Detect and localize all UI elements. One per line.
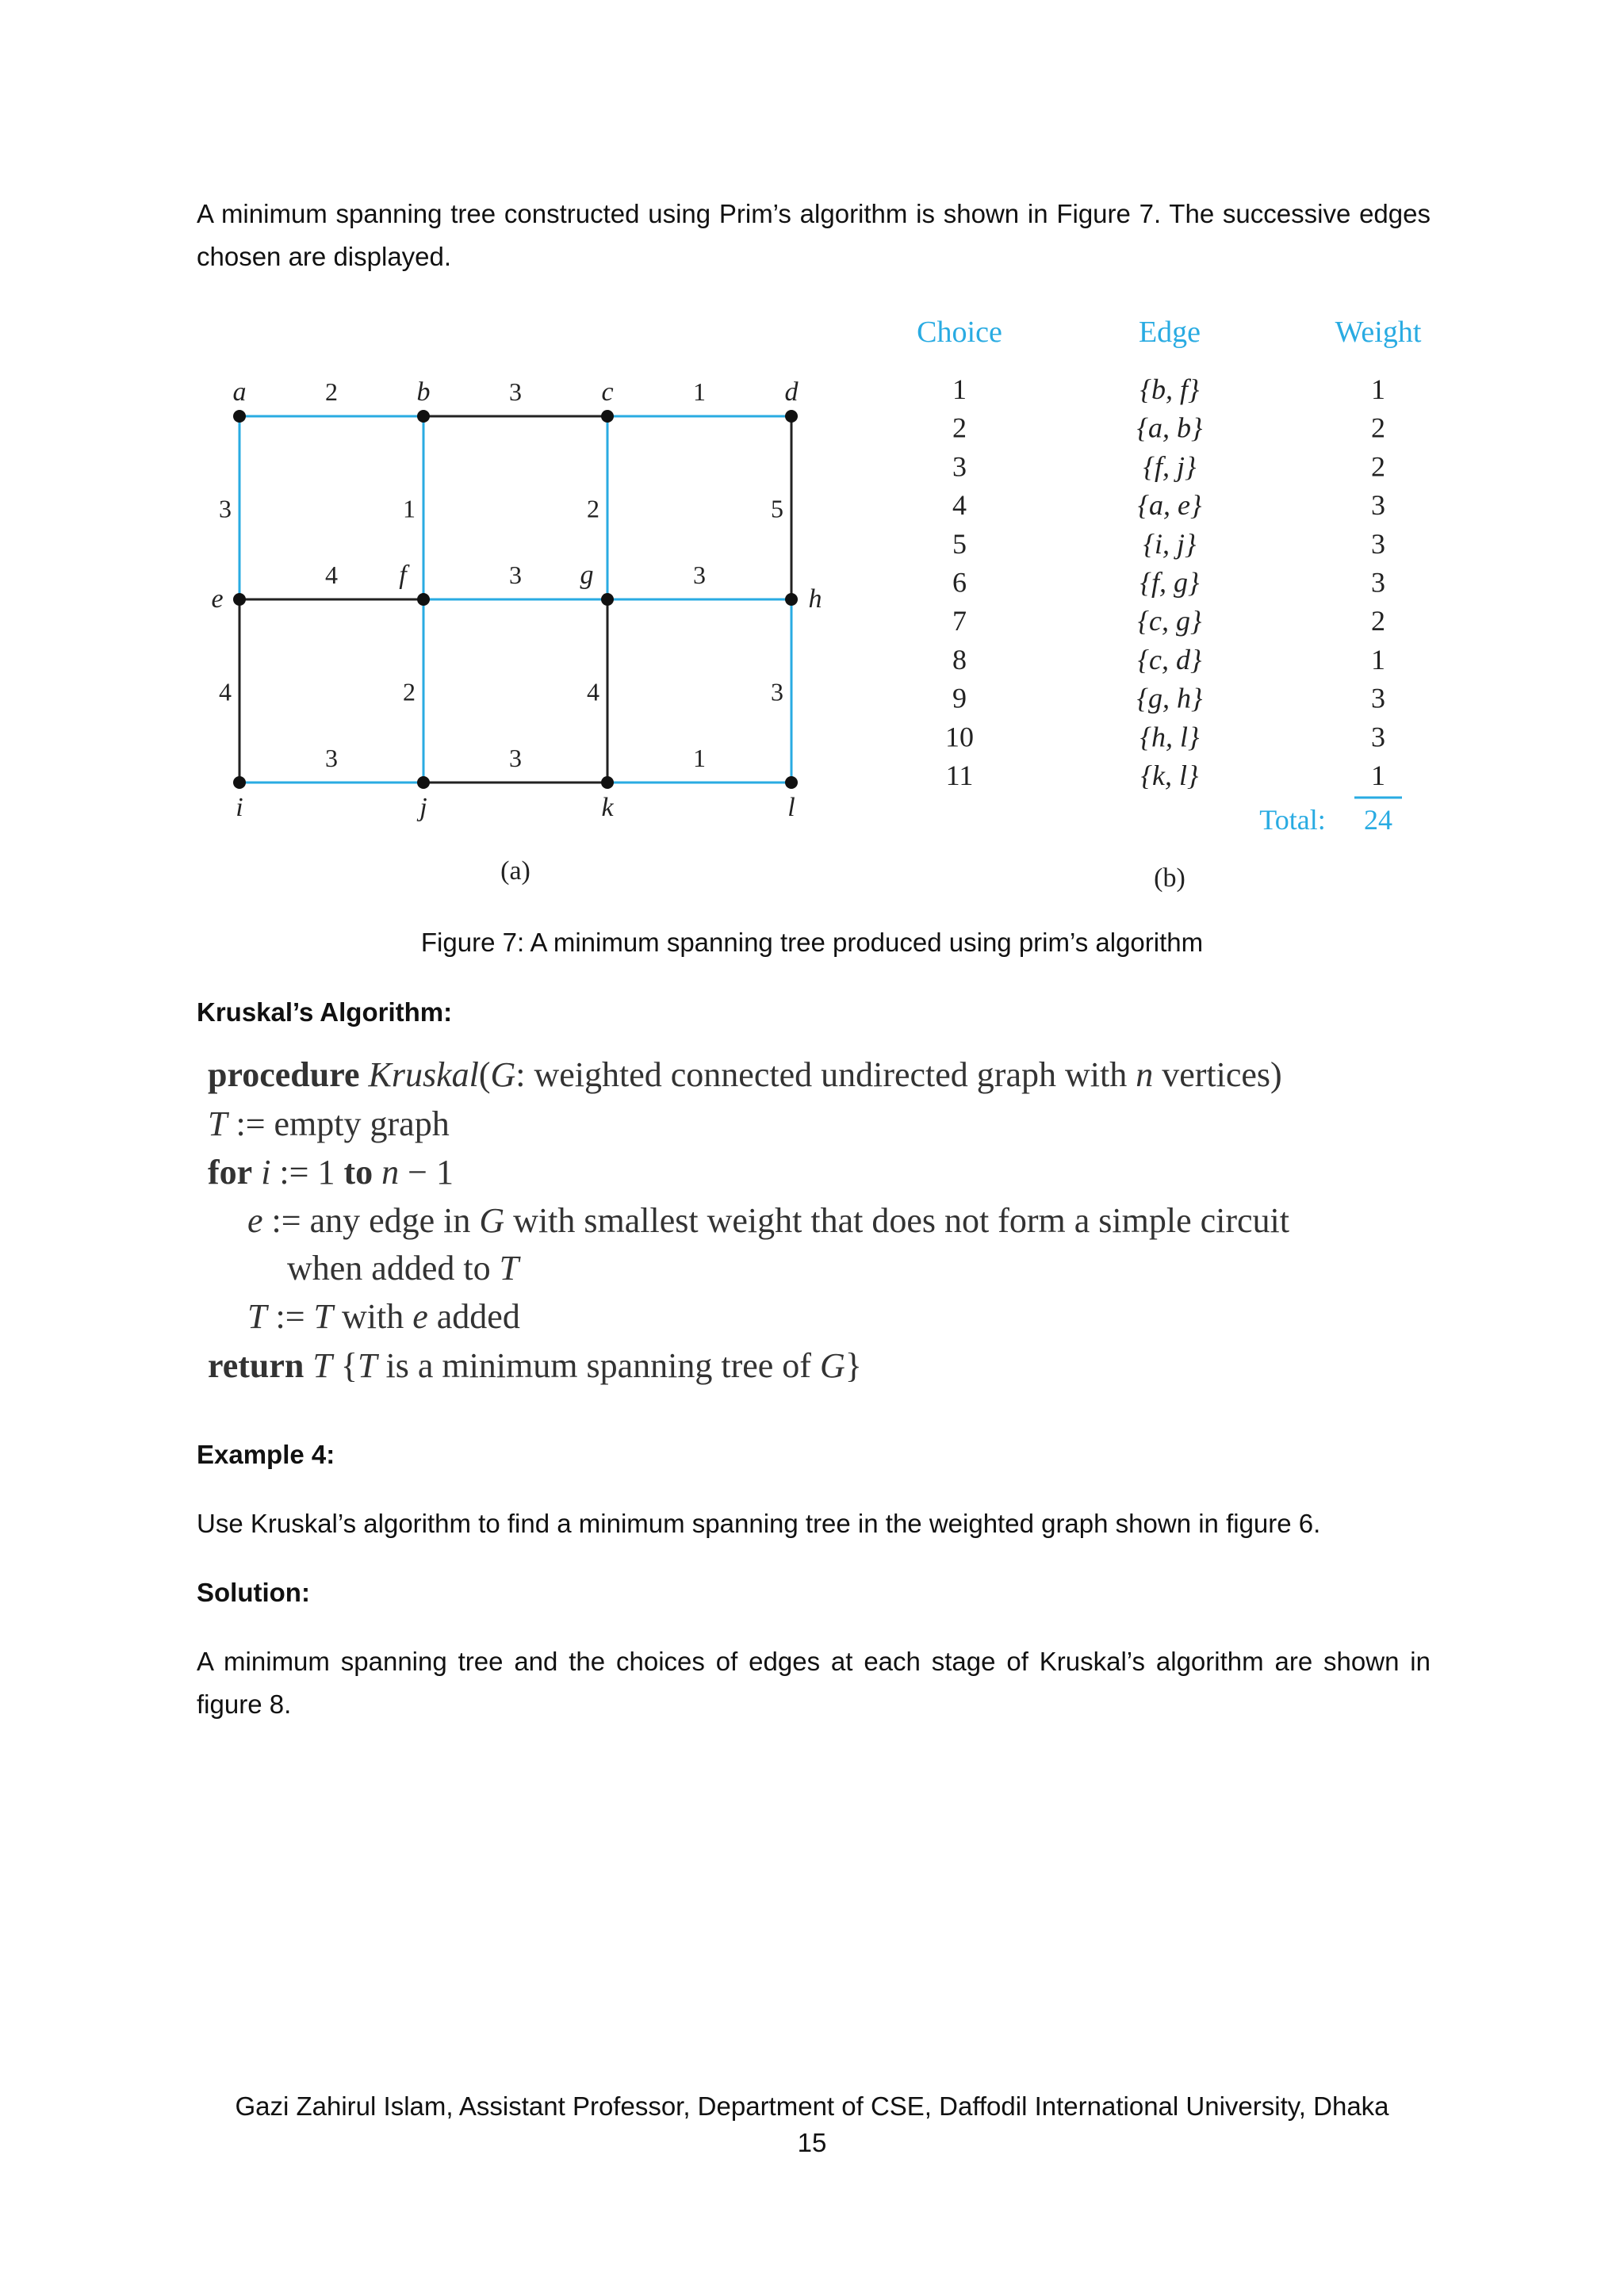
var-t: T [247, 1297, 267, 1336]
var-t: T [499, 1249, 519, 1288]
graph-vertex-l [785, 776, 798, 789]
graph-vertex-e [233, 593, 246, 606]
algo-line-select-cont [287, 1248, 519, 1288]
procedure-paren: ( [478, 1055, 491, 1094]
vertex-label-b: b [416, 377, 431, 407]
algo-line-select [247, 1200, 1289, 1241]
vertex-label-a: a [232, 377, 247, 407]
table-cell-edge: {a, e} [1137, 489, 1202, 522]
edge-weight-ei: 4 [219, 677, 232, 706]
for-keyword: for [208, 1153, 253, 1192]
any-edge-text: any edge in [309, 1201, 471, 1240]
table-cell-choice: 5 [952, 527, 967, 560]
vertex-label-e: e [211, 584, 224, 614]
edge-weight-jk: 3 [509, 744, 522, 772]
table-header-weight: Weight [1335, 316, 1422, 349]
procedure-param-n: n [1136, 1055, 1154, 1094]
table-cell-edge: {b, f} [1139, 373, 1200, 405]
table-cell-choice: 9 [952, 682, 967, 714]
table-cell-choice: 3 [952, 450, 967, 483]
table-cell-choice: 7 [952, 605, 967, 637]
table-cell-weight: 2 [1371, 450, 1385, 483]
vertex-label-h: h [808, 584, 822, 614]
page-number: 15 [797, 2128, 827, 2157]
footer-author: Gazi Zahirul Islam, Assistant Professor, Department of CSE, Daffodil International University, Dhaka [235, 2091, 1389, 2121]
with-text: with [342, 1297, 404, 1336]
graph-vertex-f [417, 593, 430, 606]
table-cell-weight: 3 [1371, 527, 1385, 560]
algo-line-init [208, 1104, 450, 1144]
edge-condition-text: with smallest weight that does not form a simple circuit [513, 1201, 1289, 1240]
example-text: Use Kruskal’s algorithm to find a minimum spanning tree in the weighted graph shown in figure 6. [197, 1509, 1321, 1538]
edge-weight-gh: 3 [693, 561, 706, 589]
table-cell-weight: 3 [1371, 566, 1385, 599]
edge-weight-bf: 1 [403, 494, 416, 523]
var-e: e [247, 1201, 263, 1240]
table-sublabel: (b) [1154, 863, 1185, 893]
var-t: T [358, 1346, 377, 1385]
edge-weight-cd: 1 [693, 377, 706, 406]
graph-sublabel: (a) [500, 856, 530, 886]
assign-op: := [279, 1153, 309, 1192]
graph-vertex-g [601, 593, 614, 606]
edge-weight-ij: 3 [325, 744, 338, 772]
var-g: G [819, 1346, 845, 1385]
when-added-text: when added to [287, 1249, 491, 1288]
graph-vertex-b [417, 410, 430, 423]
table-cell-edge: {i, j} [1143, 527, 1197, 560]
procedure-param-g: G [490, 1055, 516, 1094]
table-cell-weight: 3 [1371, 721, 1385, 753]
assign-op: := [236, 1104, 266, 1143]
edge-weight-bc: 3 [509, 377, 522, 406]
algo-line-update [247, 1296, 520, 1337]
edge-choice-table [872, 305, 1443, 896]
edge-weight-ab: 2 [325, 377, 338, 406]
solution-text: A minimum spanning tree and the choices of edges at each stage of Kruskal’s algorithm are shown in figure 8. [197, 1647, 1431, 1719]
var-e: e [412, 1297, 428, 1336]
edge-weight-cg: 2 [587, 494, 599, 523]
table-cell-choice: 2 [952, 411, 967, 444]
to-keyword: to [343, 1153, 373, 1192]
table-cell-weight: 1 [1371, 760, 1385, 791]
table-cell-weight: 1 [1371, 373, 1385, 405]
total-value: 24 [1364, 804, 1392, 836]
graph-vertex-h [785, 593, 798, 606]
edge-weight-ef: 4 [325, 561, 338, 589]
table-header-choice: Choice [917, 316, 1002, 349]
comment-open: { [340, 1346, 358, 1385]
vertex-label-d: d [784, 377, 799, 407]
graph-vertex-a [233, 410, 246, 423]
graph-vertex-i [233, 776, 246, 789]
var-t: T [313, 1297, 334, 1336]
table-cell-edge: {f, g} [1139, 566, 1200, 599]
table-cell-weight: 3 [1371, 489, 1385, 522]
total-label: Total: [1259, 804, 1326, 836]
var-t: T [208, 1104, 228, 1143]
var-g: G [479, 1201, 505, 1240]
loop-start: 1 [317, 1153, 335, 1192]
table-cell-edge: {h, l} [1139, 721, 1200, 753]
example-heading: Example 4: [197, 1440, 335, 1469]
table-cell-weight: 2 [1371, 605, 1385, 637]
edge-weight-ae: 3 [219, 494, 232, 523]
assign-op: := [275, 1297, 305, 1336]
edge-weight-fj: 2 [403, 677, 416, 706]
procedure-desc: : weighted connected undirected graph with [515, 1055, 1128, 1094]
vertex-label-c: c [601, 377, 614, 407]
vertex-label-g: g [580, 561, 594, 590]
vertex-label-f: f [399, 561, 407, 590]
procedure-name: Kruskal [368, 1055, 479, 1094]
var-t: T [312, 1346, 332, 1385]
vertex-label-i: i [236, 793, 243, 822]
table-cell-choice: 6 [952, 566, 967, 599]
intro-paragraph: A minimum spanning tree constructed using Prim’s algorithm is shown in Figure 7. The successive edges chosen are displayed. [197, 199, 1431, 271]
comment-close: } [845, 1346, 862, 1385]
table-cell-weight: 2 [1371, 411, 1385, 444]
procedure-keyword: procedure [208, 1055, 360, 1094]
added-text: added [436, 1297, 520, 1336]
table-cell-edge: {a, b} [1136, 411, 1203, 444]
loop-end: − 1 [408, 1153, 454, 1192]
edge-weight-kl: 1 [693, 744, 706, 772]
algo-line-return [208, 1345, 862, 1386]
table-cell-weight: 1 [1371, 643, 1385, 675]
graph-vertex-d [785, 410, 798, 423]
graph-vertex-c [601, 410, 614, 423]
kruskal-heading: Kruskal’s Algorithm: [197, 997, 453, 1027]
table-cell-choice: 8 [952, 643, 967, 675]
table-cell-edge: {g, h} [1136, 682, 1203, 714]
table-cell-choice: 1 [952, 373, 967, 405]
empty-graph-text: empty graph [274, 1104, 450, 1143]
table-header-edge: Edge [1138, 316, 1201, 349]
assign-op: := [271, 1201, 301, 1240]
edge-weight-dh: 5 [771, 494, 783, 523]
table-cell-choice: 11 [945, 760, 974, 791]
edge-weight-gk: 4 [587, 677, 599, 706]
comment-text: is a minimum spanning tree of [385, 1346, 811, 1385]
algo-line-for [208, 1152, 454, 1192]
table-cell-weight: 3 [1371, 682, 1385, 714]
edge-weight-fg: 3 [509, 561, 522, 589]
var-i: i [261, 1153, 271, 1192]
algo-line-procedure [208, 1054, 1282, 1095]
table-cell-edge: {c, d} [1137, 643, 1202, 675]
return-keyword: return [208, 1346, 304, 1385]
vertex-label-j: j [419, 793, 427, 822]
graph-figure [198, 361, 833, 900]
var-n: n [381, 1153, 400, 1192]
edge-weight-hl: 3 [771, 677, 783, 706]
table-cell-choice: 10 [945, 721, 974, 753]
table-cell-edge: {k, l} [1140, 760, 1199, 791]
vertex-label-l: l [787, 793, 795, 822]
solution-heading: Solution: [197, 1578, 310, 1607]
procedure-tail: vertices) [1162, 1055, 1282, 1094]
graph-vertex-j [417, 776, 430, 789]
vertex-label-k: k [601, 793, 614, 822]
table-cell-edge: {f, j} [1143, 450, 1197, 483]
table-cell-edge: {c, g} [1137, 605, 1202, 637]
figure-caption: Figure 7: A minimum spanning tree produced using prim’s algorithm [420, 928, 1204, 957]
table-cell-choice: 4 [952, 489, 967, 522]
graph-vertex-k [601, 776, 614, 789]
